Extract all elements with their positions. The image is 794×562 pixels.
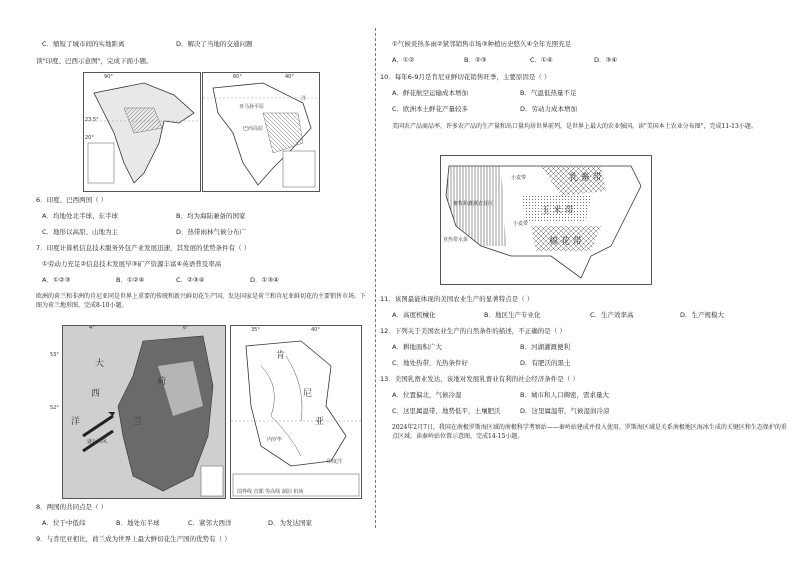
label-ya: 亚 — [315, 417, 325, 427]
kenya-legend: 国界线 首都 等高线 湖泊 机场 — [237, 489, 304, 495]
dairy-belt: 乳 畜 带 — [569, 173, 602, 183]
q11-stem: 11．该图最能体现的美国农业生产的显著特点是（ ） — [380, 295, 534, 303]
q12-option-d: D．有肥沃的黑土 — [520, 359, 571, 367]
q8-option-b: B．地处东半球 — [116, 519, 160, 527]
netherlands-map — [62, 325, 226, 499]
lon-90: 90° — [104, 74, 113, 80]
intro-8-10: 欧洲的荷兰和非洲的肯尼亚同是世界上重要的传统和新兴鲜切花生产国，发达国家是荷兰和肯尼亚鲜切花的主要销售市场。下图为荷兰地形图，完成8-10小题。 — [36, 293, 367, 309]
label-da: 大 — [95, 359, 105, 369]
q9-option-d: D．③④ — [594, 56, 618, 64]
q12-option-b: B．河湖灌溉便利 — [520, 343, 570, 351]
q7-option-b: B．①②④ — [116, 276, 145, 284]
q9-option-c: C．①④ — [530, 56, 553, 64]
indian-ocean-label: 印度洋 — [327, 459, 343, 465]
q10-stem: 10．每年6-9月是肯尼亚鲜切花销售旺季，主要原因是（ ） — [380, 73, 551, 81]
q11-option-c: C．生产效率高 — [590, 311, 634, 319]
lon-35: 35° — [251, 327, 260, 333]
q13-option-b: B．城市和人口稠密，需求量大 — [520, 391, 609, 399]
brazil-map-shape — [203, 73, 319, 191]
q12-option-c: C．地处热带，光热条件好 — [392, 359, 469, 367]
wheat-belt-south: 小麦带 — [513, 221, 529, 227]
right-column — [380, 0, 794, 562]
q7-option-a: A．①②③ — [42, 276, 71, 284]
kenya-map — [230, 325, 362, 499]
fruit-area: 亚热带水果 — [443, 237, 469, 243]
q12-stem: 12．下列关于美国农业生产的自然条件的描述，不正确的是（ ） — [380, 327, 566, 335]
label-he: 荷 — [157, 377, 167, 387]
lat-20: 20° — [85, 135, 94, 141]
q8-option-d: D．为发达国家 — [268, 519, 313, 527]
q6-option-c: C．地形以高原、山地为主 — [42, 228, 119, 236]
india-map — [83, 72, 201, 192]
q8-option-a: A．位于中低纬 — [42, 519, 86, 527]
left-column — [0, 0, 376, 562]
q6-option-d: D．热带雨林气候分布广 — [176, 228, 247, 236]
q7-stem: 7．印度计算机信息技术服务外包产业发展迅速，其发展的优势条件有（ ） — [36, 244, 251, 252]
us-agri-map-shape — [441, 156, 651, 284]
lon-40: 40° — [285, 74, 294, 80]
label-yang: 洋 — [71, 417, 81, 427]
q7-option-d: D．①③④ — [250, 276, 279, 284]
lat-23: 23.5° — [85, 117, 99, 123]
q10-option-d: D．劳动力成本增加 — [520, 105, 578, 113]
wheat-belt-north: 小麦带 — [511, 175, 527, 181]
intro-11-13: 美国农产品商品率、许多农产品的生产量和出口量均居世界前列，是世界上最大的农业强国。读"美国本土农业分布图"，完成11-13小题。 — [392, 123, 757, 130]
wind-label: 盛行西风 — [87, 439, 108, 445]
q7-items: ①劳动力充足②信息技术发展早③矿产资源丰富④英语普及率高 — [42, 260, 222, 268]
q10-option-a: A．鲜花航空运输成本增加 — [392, 89, 468, 97]
corn-belt: 玉 米 带 — [541, 206, 574, 216]
q8-option-c: C．紧邻大西洋 — [188, 519, 232, 527]
label-ni: 尼 — [303, 389, 313, 399]
prev-option-c: C．缩短了城市间的实地距离 — [42, 40, 125, 48]
label-xi: 西 — [91, 389, 101, 399]
q11-option-a: A．高度机械化 — [392, 311, 436, 319]
lat-52: 52° — [50, 405, 59, 411]
india-map-shape — [84, 73, 200, 191]
intro-6-7: 读"印度、巴西示意图"，完成下面小题。 — [36, 57, 153, 65]
q7-option-c: C．②③④ — [176, 276, 205, 284]
q11-option-b: B．地区生产专业化 — [484, 311, 541, 319]
ocean-label: 洋 — [301, 96, 307, 102]
netherlands-map-shape — [63, 326, 225, 498]
nairobi-label: 内罗毕 — [267, 437, 283, 443]
q6-option-b: B．均为海陆兼备的国家 — [176, 212, 246, 220]
q13-option-c: C．这里属温带，地势低平，土壤肥沃 — [392, 407, 501, 415]
lat-53: 53° — [50, 352, 59, 358]
brazil-highland: 巴西高原 — [243, 126, 264, 132]
label-ken: 肯 — [276, 351, 286, 361]
lon-4: 4° — [89, 325, 95, 331]
q9-items: ①气候炎热多雨②紧邻销售市场③种植历史悠久④全年光照充足 — [392, 40, 572, 48]
kenya-map-shape — [231, 326, 361, 498]
q13-option-d: D．这里属温带，气候湿润冷凉 — [520, 407, 610, 415]
q11-option-d: D．生产规模大 — [680, 311, 725, 319]
amazon-plain: 亚马孙平原 — [239, 104, 265, 110]
q12-option-a: A．耕地面积广大 — [392, 343, 442, 351]
q13-option-a: A．位置偏北，气候冷湿 — [392, 391, 462, 399]
q9-option-b: B．②③ — [464, 56, 487, 64]
q9-option-a: A．①② — [392, 56, 415, 64]
q10-option-c: C．欧洲本土鲜花产量较多 — [392, 105, 469, 113]
brazil-map — [202, 72, 320, 192]
q10-option-b: B．气温低热量不足 — [520, 89, 577, 97]
q13-stem: 13．美国乳畜业发达，该地对发展乳畜业有利的社会经济条件是（ ） — [380, 375, 579, 383]
q8-stem: 8．两国的共同点是（ ） — [36, 503, 108, 511]
lon-6: 6° — [183, 325, 189, 331]
q9-stem: 9．与肯尼亚相比，荷兰成为世界上最大鲜切花生产国的优势有（ ） — [36, 535, 231, 543]
q6-option-a: A．均地处北半球、东半球 — [42, 212, 118, 220]
label-lan: 兰 — [133, 417, 143, 427]
pasture-area: 畜牧和灌溉农业区 — [453, 201, 494, 207]
intro-14-15: 2024年2月7日，我国在南极罗斯海区域的南极科学考察站——秦岭站建成并投入使用。罗斯海区域是关系南极地区海冰生成的关键区和生态保护的重点区域。读秦岭站位置示意图，完成14-15小题。 — [392, 424, 787, 440]
us-agri-map — [440, 155, 652, 285]
q6-stem: 6．印度、巴西两国（ ） — [36, 196, 108, 204]
lon-60: 60° — [233, 74, 242, 80]
prev-option-d: D．解决了当地的交通问题 — [176, 40, 253, 48]
lon-40: 40° — [311, 327, 320, 333]
cotton-belt: 棉 花 带 — [549, 237, 582, 247]
